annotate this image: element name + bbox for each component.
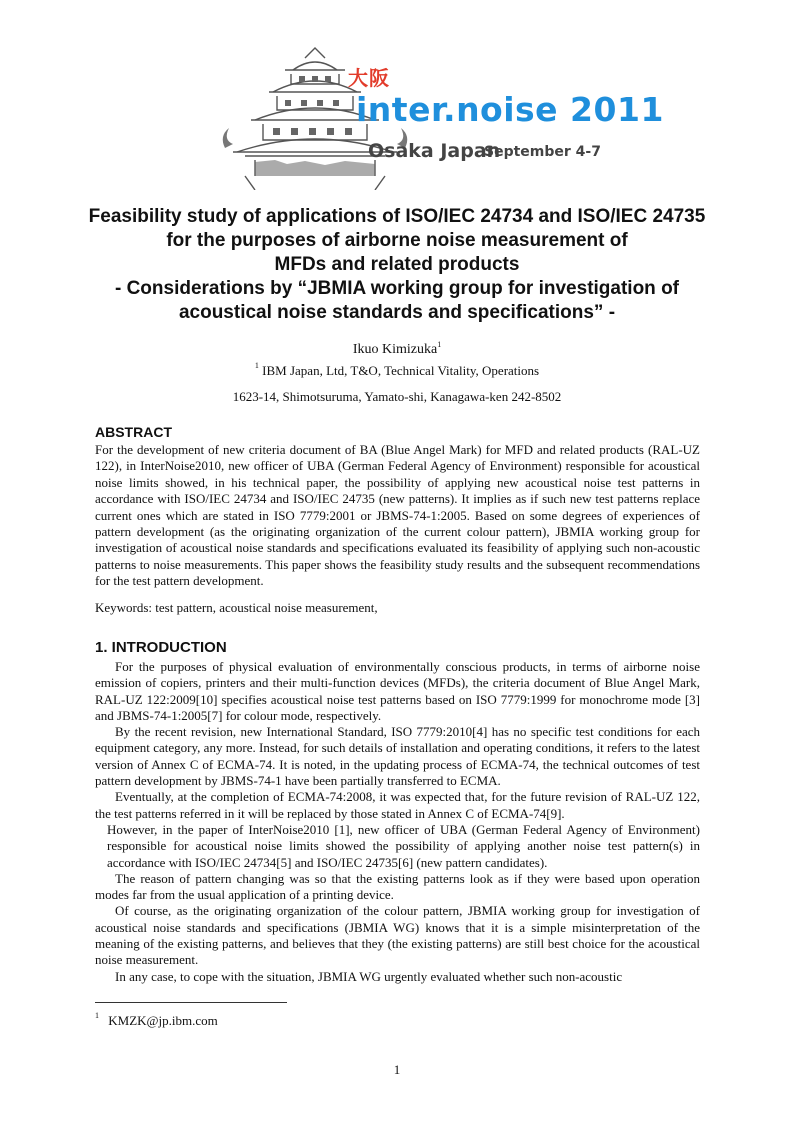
author-name: Ikuo Kimizuka: [352, 342, 438, 357]
title-line: - Considerations by “JBMIA working group for investigation of: [114, 278, 680, 299]
footnote-email: KMZK@jp.ibm.com: [108, 1013, 218, 1028]
paragraph: Eventually, at the completion of ECMA-74:2008, it was expected that, for the future revision of RAL-UZ 122, the test patterns referred in it will be replaced by those stated in Annex C of ECMA-74[9].: [95, 789, 700, 821]
author-footnote-mark: 1: [437, 340, 442, 349]
title-line: Feasibility study of applications of ISO/IEC 24734 and ISO/IEC 24735: [88, 206, 706, 227]
page-number: 1: [393, 1062, 401, 1077]
title-line: acoustical noise standards and specifications” -: [178, 302, 616, 323]
introduction-body: [95, 659, 700, 985]
logo-kanji-osaka: 大阪: [348, 66, 390, 90]
paragraph: The reason of pattern changing was so that the existing patterns look as if they were based upon operation modes far from the usual application of a printing device.: [95, 870, 700, 903]
paper-title: [60, 205, 734, 325]
footnote-divider: [95, 1002, 287, 1003]
abstract-heading: ABSTRACT: [95, 424, 172, 440]
logo-dates: September 4-7: [484, 144, 601, 160]
footnote-mark: 1: [95, 1011, 99, 1020]
title-line: MFDs and related products: [274, 254, 520, 275]
author-line: [0, 342, 794, 358]
author-address: 1623-14, Shimotsuruma, Yamato-shi, Kanagawa-ken 242-8502: [232, 389, 562, 404]
paragraph: Of course, as the originating organization of the colour pattern, JBMIA working group for investigation of acoustical noise standards and specifications (JBMIA WG) knows that it is a simple misinterpretation of the meaning of the existing patterns, and believes that they (the existing patterns) are still best choice for the acoustical noise measurement.: [95, 903, 700, 968]
paragraph: In any case, to cope with the situation, JBMIA WG urgently evaluated whether such non-acoustic: [115, 968, 623, 984]
footnote: [95, 1013, 218, 1029]
paragraph: However, in the paper of InterNoise2010 [1], new officer of UBA (German Federal Agency of Environment) responsible for acoustical noise limits showed the possibility of applying another noise test pattern(s) in accordance with ISO/IEC 24734[5] and ISO/IEC 24735[6] (new pattern candidates).: [107, 821, 700, 870]
logo-event-name: inter.noise 2011: [356, 90, 664, 129]
abstract-body: For the development of new criteria document of BA (Blue Angel Mark) for MFD and related products (RAL-UZ 122), in InterNoise2010, new officer of UBA (German Federal Agency of Environment) responsible for acoustical noise limits showed, in his technical paper, the possibility of applying new acoustical noise test patterns in accordance with ISO/IEC 24734 and ISO/IEC 24735 (new patterns). It implies as if such new test patterns replace current ones which are stated in ISO 7779:2001 or JBMS-74-1:2005. Based on some degrees of experiences of pattern development (as the originating organization of the current colour pattern), JBMIA working group for investigation of acoustical noise standards and specifications evaluated its feasibility of applying such non-acoustic patterns to noise measurements. This paper shows the feasibility study results and the subsequent recommendations for the test pattern development.: [95, 442, 700, 589]
introduction-heading: 1. INTRODUCTION: [95, 639, 227, 656]
paragraph: For the purposes of physical evaluation of environmentally conscious products, in terms of airborne noise emission of copiers, printers and their multi-function devices (MFDs), the criteria document of Blue Angel Mark, RAL-UZ 122:2009[10] specifies acoustical noise test patterns based on ISO 7779:1999 for monochrome mode [3] and JBMS-74-1:2005[7] for colour mode, respectively.: [95, 659, 700, 723]
affiliation-mark: 1: [254, 361, 259, 370]
affiliation-text: IBM Japan, Ltd, T&O, Technical Vitality, Operations: [262, 363, 540, 378]
affiliation-line: [0, 363, 794, 379]
logo-city: Osaka Japan: [368, 140, 501, 162]
title-line: for the purposes of airborne noise measurement of: [166, 230, 628, 251]
paragraph: By the recent revision, new International Standard, ISO 7779:2010[4] has no specific test conditions for each equipment category, any more. Instead, for such details of installation and operating conditions, it refers to the latest version of Annex C of ECMA-74. It is noted, in the updating process of ECMA-74, the technical outcomes of test pattern development by JBMS-74-1 have been partially transferred to ECMA.: [95, 724, 700, 789]
keywords: Keywords: test pattern, acoustical noise measurement,: [95, 600, 378, 615]
